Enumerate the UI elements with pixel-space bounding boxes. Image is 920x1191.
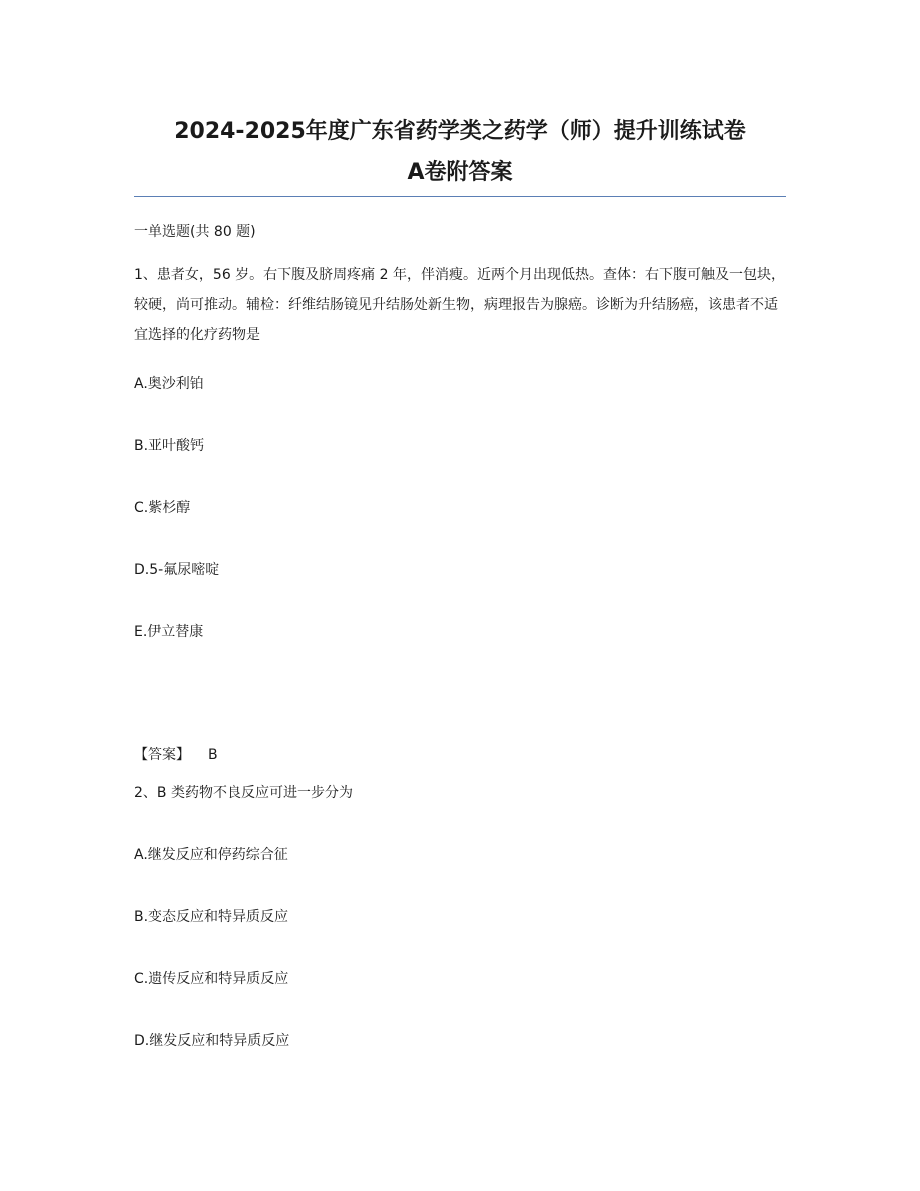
question-1-option-a: A.奥沙利铂 — [134, 376, 204, 392]
title-divider — [134, 196, 786, 197]
question-2-option-a: A.继发反应和停药综合征 — [134, 847, 288, 863]
question-2-option-c: C.遗传反应和特异质反应 — [134, 971, 289, 987]
section-heading: 一单选题(共 80 题) — [134, 224, 256, 240]
question-1-answer — [134, 745, 218, 765]
question-2-text: 2、B 类药物不良反应可进一步分为 — [134, 785, 353, 801]
question-2-option-d: D.继发反应和特异质反应 — [134, 1033, 290, 1049]
question-1-option-e: E.伊立替康 — [134, 624, 204, 640]
question-1-option-c: C.紫杉醇 — [134, 500, 191, 516]
document-title-line-2: A卷附答案 — [407, 160, 513, 185]
answer-label: 【答案】 — [134, 747, 190, 763]
question-2-option-b: B.变态反应和特异质反应 — [134, 909, 289, 925]
question-1-option-d: D.5-氟尿嘧啶 — [134, 562, 220, 578]
question-1-option-b: B.亚叶酸钙 — [134, 438, 205, 454]
answer-value: B — [208, 747, 218, 763]
question-1-text: 1、患者女，56 岁。右下腹及脐周疼痛 2 年，伴消瘦。近两个月出现低热。查体：右下腹可触及一包块，较硬，尚可推动。辅检：纤维结肠镜见升结肠处新生物，病理报告为腺癌。诊断为升结肠癌，该患者不适宜选择的化疗药物是 — [134, 267, 785, 343]
document-title-line-1: 2024-2025年度广东省药学类之药学（师）提升训练试卷 — [174, 119, 746, 144]
